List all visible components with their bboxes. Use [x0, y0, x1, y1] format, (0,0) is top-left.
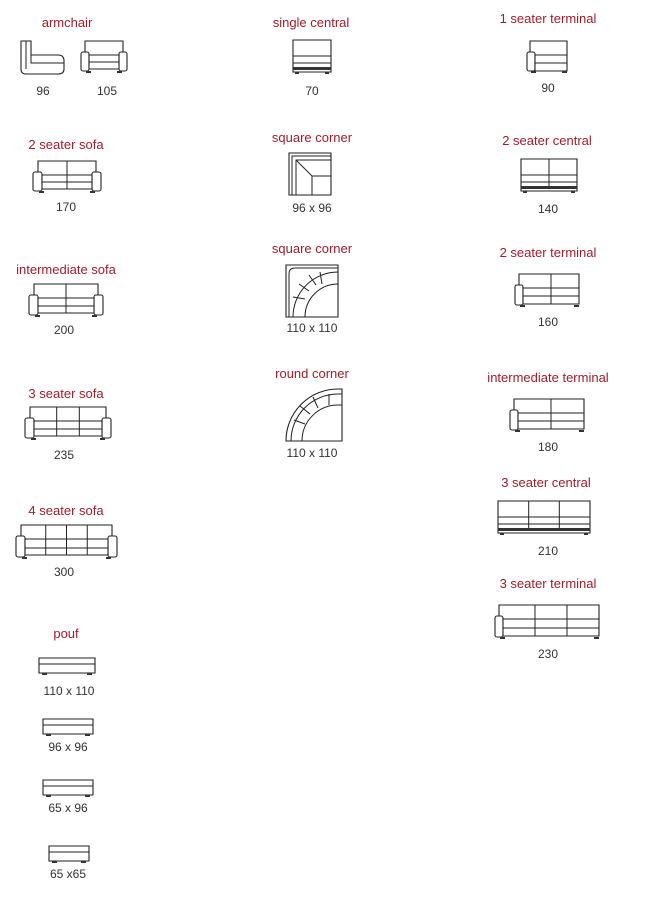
single-central-dim: 70: [305, 84, 319, 98]
central3-title: 3 seater central: [501, 475, 591, 490]
terminal-intermediate-dim: 180: [537, 440, 559, 454]
sofa2-icon: [32, 160, 102, 194]
square-corner-110-dim: 110 x 110: [286, 321, 338, 335]
sofa4-icon: [15, 524, 118, 560]
single-central-icon: [292, 39, 332, 75]
sofa3-title: 3 seater sofa: [28, 386, 104, 401]
pouf-96-dim: 96 x 96: [48, 740, 88, 754]
round-corner-dim: 110 x 110: [286, 446, 338, 460]
central3-icon: [497, 500, 591, 536]
sofa3-icon: [24, 406, 112, 441]
pouf-65x96-icon: [42, 779, 94, 798]
square-corner-1-title: square corner: [271, 130, 353, 145]
armchair-96-dim: 96: [36, 84, 50, 98]
pouf-96-icon: [42, 718, 94, 737]
pouf-65x96-dim: 65 x 96: [48, 801, 88, 815]
terminal2-dim: 160: [537, 315, 559, 329]
round-corner-title: round corner: [275, 366, 349, 381]
central2-title: 2 seater central: [502, 133, 592, 148]
sofa3-dim: 235: [53, 448, 75, 462]
pouf-110-icon: [38, 657, 96, 676]
armchair-105-dim: 105: [96, 84, 118, 98]
round-corner-icon: [285, 388, 343, 442]
central2-dim: 140: [537, 202, 559, 216]
terminal3-title: 3 seater terminal: [499, 576, 597, 591]
pouf-65x65-icon: [48, 845, 90, 864]
terminal3-dim: 230: [537, 647, 559, 661]
square-corner-96-icon: [288, 152, 332, 196]
square-corner-2-title: square corner: [271, 241, 353, 256]
terminal1-dim: 90: [541, 81, 555, 95]
terminal3-icon: [494, 604, 600, 641]
terminal-intermediate-title: intermediate terminal: [487, 370, 609, 385]
terminal2-icon: [514, 273, 580, 309]
terminal1-title: 1 seater terminal: [499, 11, 597, 26]
sofa2-dim: 170: [55, 200, 77, 214]
pouf-title: pouf: [53, 626, 79, 641]
sofa-intermediate-icon: [28, 283, 104, 318]
square-corner-96-dim: 96 x 96: [292, 201, 332, 215]
sofa4-dim: 300: [53, 565, 75, 579]
pouf-65x65-dim: 65 x65: [49, 867, 87, 881]
central3-dim: 210: [537, 544, 559, 558]
terminal2-title: 2 seater terminal: [499, 245, 597, 260]
single-central-title: single central: [272, 15, 350, 30]
sofa-intermediate-dim: 200: [53, 323, 75, 337]
square-corner-110-icon: [285, 264, 339, 318]
pouf-110-dim: 110 x 110: [43, 684, 95, 698]
armchair-title: armchair: [41, 15, 93, 30]
sofa2-title: 2 seater sofa: [28, 137, 104, 152]
central2-icon: [520, 158, 578, 194]
terminal-intermediate-icon: [509, 398, 585, 434]
sofa4-title: 4 seater sofa: [28, 503, 104, 518]
terminal1-icon: [526, 40, 568, 75]
armchair-96-icon: [18, 39, 66, 77]
armchair-105-icon: [80, 40, 128, 74]
sofa-intermediate-title: intermediate sofa: [16, 262, 116, 277]
